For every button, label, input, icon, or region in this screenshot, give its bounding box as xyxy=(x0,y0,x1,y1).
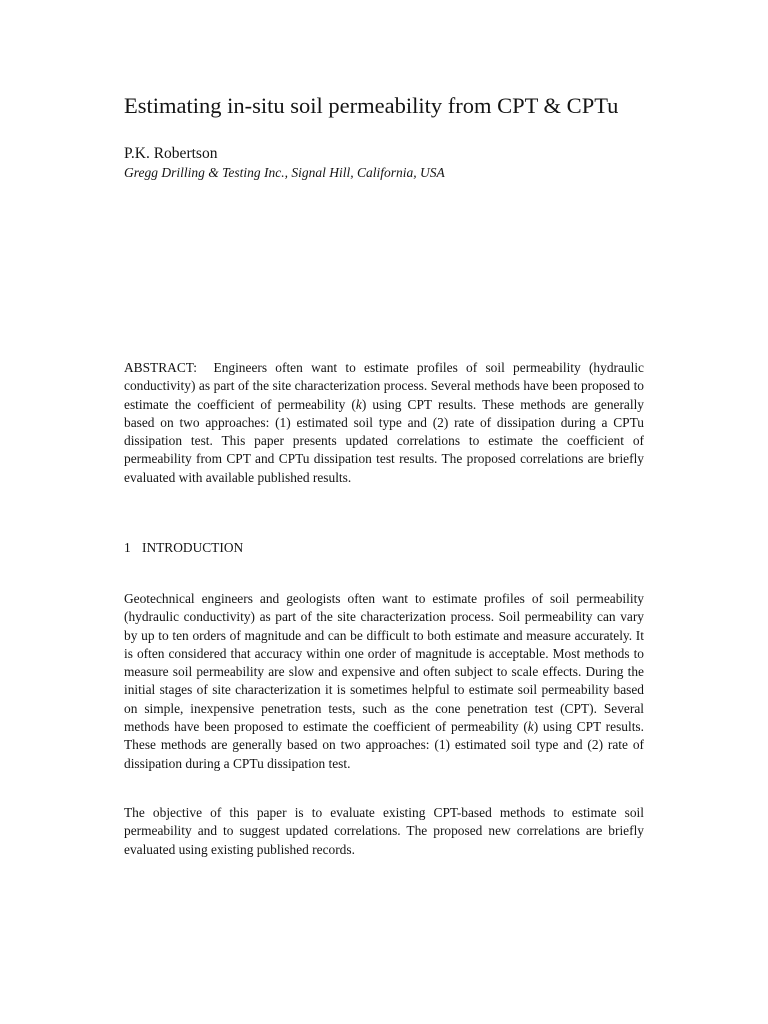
intro-paragraph-1-b: ) using CPT results. These methods are generally based on two approaches: (1) estimated soil type and (2) rate of dissipation during a CPTu dissipation test. xyxy=(124,719,644,771)
abstract-text-a: Engineers often want to estimate profiles of soil permeability (hydraulic conductivity) as part of the site characterization process. Several methods have been proposed to estimate the coefficient of permeability ( xyxy=(124,360,645,412)
intro-paragraph-2: The objective of this paper is to evaluate existing CPT-based methods to estimate soil permeability and to suggest updated correlations. The proposed new correlations are briefly evaluated using existing published records. xyxy=(124,805,644,857)
section-number: 1 xyxy=(124,540,131,555)
intro-paragraph-1 xyxy=(124,590,644,773)
abstract-label: ABSTRACT: xyxy=(124,360,197,375)
intro-paragraph-1-a: Geotechnical engineers and geologists often want to estimate profiles of soil permeability (hydraulic conductivity) as part of the site characterization process. Soil permeability can vary by up to ten orders of magnitude and can be difficult to both estimate and measure accurately. It is often considered that accuracy within one order of magnitude is acceptable. Most methods to measure soil permeability are slow and expensive and often subject to scale effects. During the initial stages of site characterization it is sometimes helpful to estimate soil permeability based on simple, inexpensive penetration tests, such as the cone penetration test (CPT). Several methods have been proposed to estimate the coefficient of permeability ( xyxy=(124,591,644,735)
author-name: P.K. Robertson xyxy=(124,145,218,162)
abstract-text-b: ) using CPT results. These methods are generally based on two approaches: (1) estimated soil type and (2) rate of dissipation during a CPTu dissipation test. This paper presents updated correlations to estimate the coefficient of permeability from CPT and CPTu dissipation test results. The proposed correlations are briefly evaluated with available published results. xyxy=(124,396,644,485)
section-title: INTRODUCTION xyxy=(142,540,244,555)
section-heading-introduction xyxy=(124,539,644,557)
abstract xyxy=(124,359,644,487)
paper-title: Estimating in-situ soil permeability from CPT & CPTu xyxy=(124,93,619,118)
abstract-symbol-k: k xyxy=(355,396,362,412)
intro-symbol-k: k xyxy=(527,719,534,735)
author-affiliation: Gregg Drilling & Testing Inc., Signal Hill, California, USA xyxy=(124,165,445,180)
